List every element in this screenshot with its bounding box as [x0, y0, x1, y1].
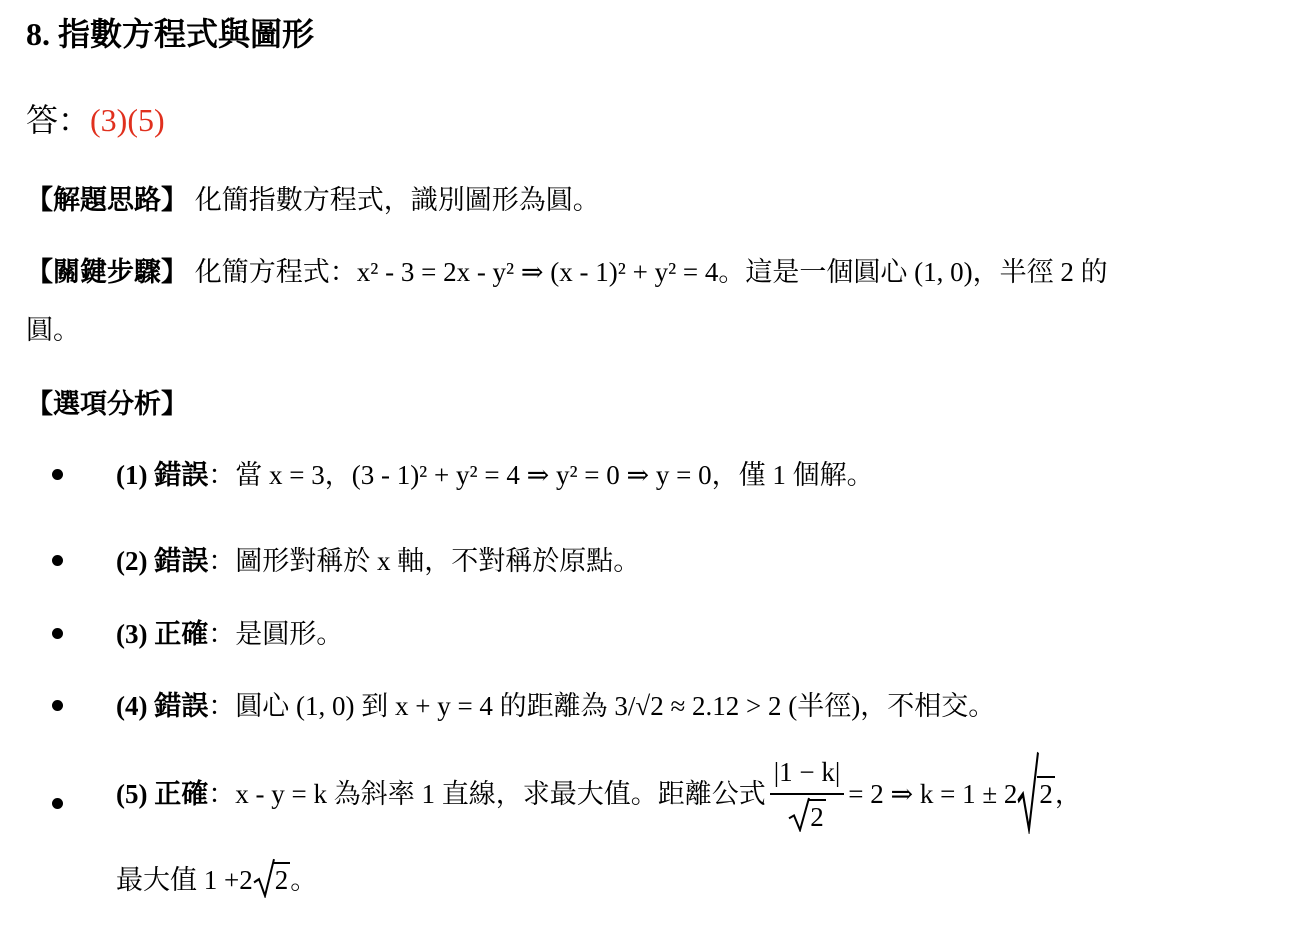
key-steps-line2: 圓。 — [26, 315, 80, 345]
answer-label: 答： — [26, 102, 91, 138]
radical-icon — [788, 797, 810, 832]
bullet-icon — [52, 798, 63, 809]
item-text-after: = 2 ⇒ k = 1 ± 2 — [848, 779, 1018, 809]
item-tag: (2) 錯誤 — [116, 546, 209, 576]
analysis-item-1 — [116, 455, 874, 495]
item-tag: (5) 正確 — [116, 779, 209, 809]
key-steps-line1: 化簡方程式：x² - 3 = 2x - y² ⇒ (x - 1)² + y² = 4。這是一個圓心 (1, 0)，半徑 2 的 — [188, 257, 1108, 287]
item-text-before: ：x - y = k 為斜率 1 直線，求最大值。距離公式 — [208, 779, 766, 809]
analysis-label: 【選項分析】 — [26, 389, 188, 419]
answer-line — [26, 98, 165, 142]
key-steps-label: 【關鍵步驟】 — [26, 257, 188, 287]
distance-fraction — [770, 755, 845, 834]
item-line2-before: 最大值 1 +2 — [116, 865, 253, 895]
analysis-item-2 — [116, 541, 640, 581]
bullet-icon — [52, 469, 63, 480]
fraction-numerator: |1 − k| — [770, 755, 845, 795]
analysis-item-3 — [116, 614, 343, 654]
answer-value: (3)(5) — [90, 102, 165, 138]
page-title: 8. 指數方程式與圖形 — [26, 16, 315, 52]
sqrt-symbol — [253, 860, 291, 900]
item-line2-end: 。 — [290, 865, 318, 895]
analysis-item-4 — [116, 686, 995, 726]
sqrt-radicand: 2 — [1037, 776, 1055, 810]
item-text: ：是圓形。 — [208, 619, 344, 649]
key-steps-paragraph — [26, 252, 1108, 292]
bullet-icon — [52, 700, 63, 711]
sqrt-symbol — [1017, 752, 1055, 836]
approach-paragraph — [26, 180, 600, 220]
sqrt-radicand: 2 — [808, 799, 826, 833]
sqrt-symbol — [788, 799, 826, 834]
analysis-item-5 — [116, 752, 1082, 836]
item-tag: (3) 正確 — [116, 619, 209, 649]
approach-text: 化簡指數方程式，識別圖形為圓。 — [188, 185, 600, 215]
radical-icon — [1017, 750, 1039, 834]
analysis-item-5-line2 — [116, 860, 317, 900]
bullet-icon — [52, 628, 63, 639]
item-tag: (1) 錯誤 — [116, 460, 209, 490]
item-tag: (4) 錯誤 — [116, 691, 209, 721]
item-text: ：圖形對稱於 x 軸，不對稱於原點。 — [208, 546, 641, 576]
approach-label: 【解題思路】 — [26, 185, 188, 215]
fraction-denominator — [770, 795, 845, 834]
radical-icon — [253, 858, 275, 898]
item-text: ：圓心 (1, 0) 到 x + y = 4 的距離為 3/√2 ≈ 2.12 > 2 (半徑)，不相交。 — [208, 691, 996, 721]
item-text: ：當 x = 3，(3 - 1)² + y² = 4 ⇒ y² = 0 ⇒ y = 0，僅 1 個解。 — [208, 460, 874, 490]
sqrt-radicand: 2 — [273, 862, 291, 896]
item-text-end: ， — [1054, 779, 1082, 809]
bullet-icon — [52, 555, 63, 566]
